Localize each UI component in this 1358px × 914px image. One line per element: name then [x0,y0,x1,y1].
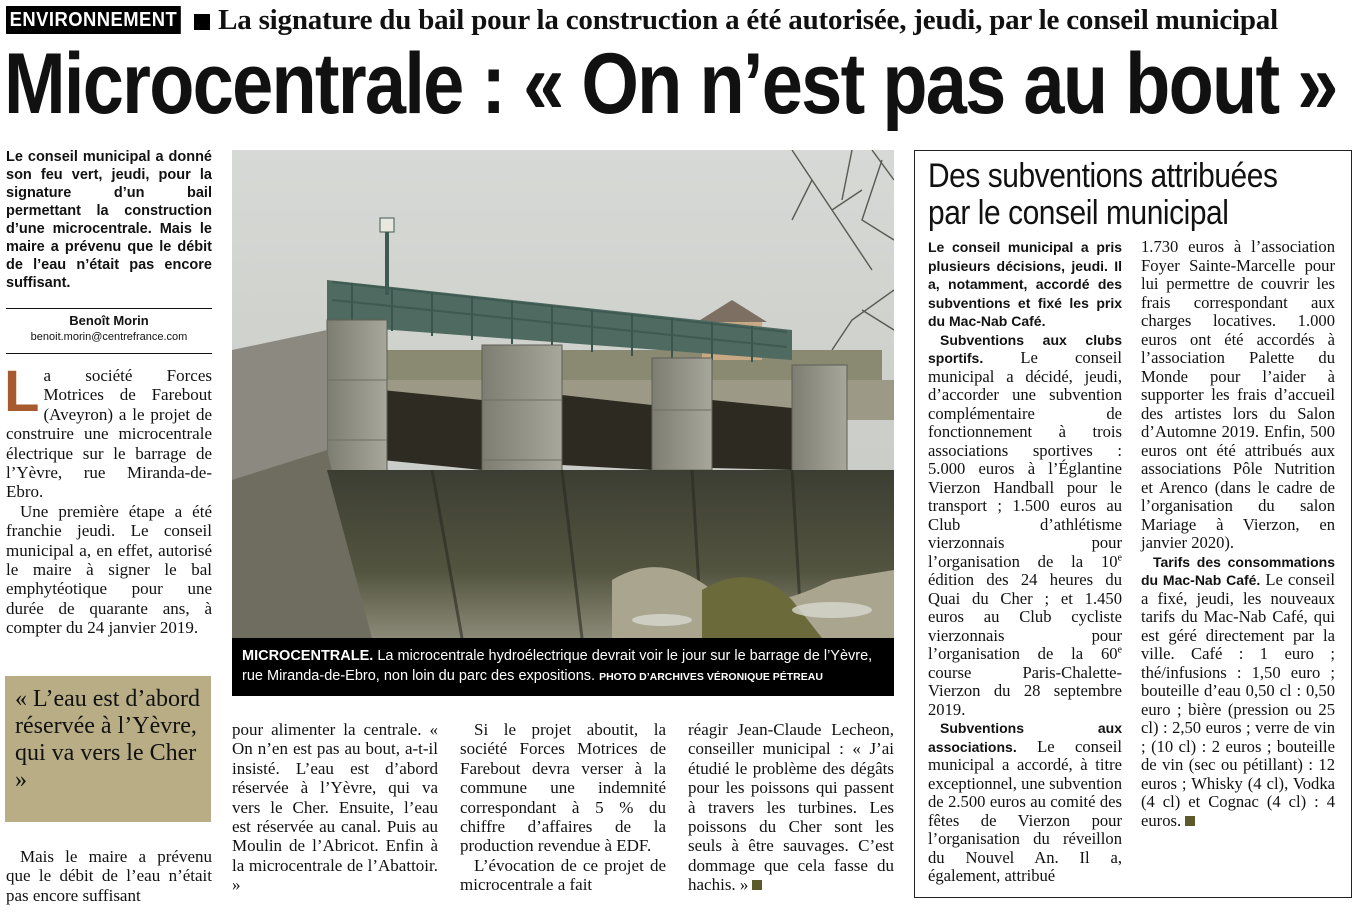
article-column-2 [232,720,438,895]
sidebar-title: Des subventions attribuées par le conseil municipal [928,157,1278,232]
article-paragraph: Mais le maire a prévenu que le débit de l’eau n’était pas encore suffisant [6,847,212,905]
caption-label: MICROCENTRALE. [242,648,374,664]
sidebar-column-1 [928,238,1122,886]
square-bullet-icon [194,14,210,30]
article-paragraph: Une première étape a été franchie jeudi. Le conseil municipal a, en effet, autorisé le maire à signer le bal emphytéotique pour une durée de quarante ans, à compter du 24 janvier 2019. [6,501,212,638]
author-name: Benoît Morin [69,313,149,328]
article-paragraph: réagir Jean-Claude Lecheon, conseiller municipal : « J’ai étudié le problème des dégâts pour les poissons qui passent à travers les turbines. Les poissons du Cher sont les seuls à être sauvages. C’est dommage que cela fasse du hachis. » [688,720,894,895]
end-mark-icon [752,880,762,890]
section-rubric: ENVIRONNEMENT [6,6,181,34]
sidebar-paragraph: Tarifs des consommations du Mac-Nab Café. Le conseil a fixé, jeudi, les nouveaux tarifs du Mac-Nab Café, qui est géré directement par la ville. Café : 1 euro ; thé/infusions : 1,50 euro ; bouteille d’eau 0,50 cl : 0,50 euro ; bière (pression ou 25 cl) : 2,50 euros ; verre de vin ; (10 cl) : 2 euros ; bouteille de vin (sec ou pétillant) : 12 euros ; Whisky (4 cl), Vodka (4 cl) et Cognac (4 cl) : 4 euros. [1141,553,1335,830]
photo-credit: PHOTO D’ARCHIVES VÉRONIQUE PÉTREAU [599,671,823,683]
sidebar-paragraph: 1.730 euros à l’association Foyer Sainte-Marcelle pour lui permettre de couvrir les frais correspondant aux charges locatives. 1.000 euros ont été accordés à l’association Palette du Monde pour l’aider à supporter les frais d’accueil des artistes lors du Salon d’Automne 2019. Enfin, 500 euros ont été attribués aux associations Pôle Nutrition et Arenco (dans le cadre de l’organisation du salon Mariage à Vierzon, en janvier 2020). [1141,237,1335,552]
sidebar-paragraph: Subventions aux associations. Le conseil municipal a accordé, à titre exceptionnel, une subvention de 2.500 euros au comité des fêtes de Vierzon pour l’organisation du réveillon du Nouvel An. Il a, également, attribué [928,720,1123,885]
drop-cap: L [4,359,40,424]
sidebar-subhead: Subventions aux associations. [928,720,1122,755]
article-column-4 [688,720,894,895]
article-column-3 [460,720,666,895]
sidebar-subhead: Subventions aux clubs sportifs. [928,331,1122,366]
kicker [6,4,1352,36]
sidebar-intro: Le conseil municipal a pris plusieurs décisions, jeudi. Il a, notamment, accordé des subventions et fixé les prix du Mac-Nab Café. [928,239,1122,329]
kicker-text: La signature du bail pour la construction a été autorisée, jeudi, par le conseil municipal [218,4,1278,36]
article-paragraph: pour alimenter la centrale. « On n’en est pas au bout, a-t-il insisté. L’eau est d’abord réservée à l’Yèvre, qui va vers le Cher. Ensuite, l’eau est réservée au canal. Puis au Moulin de l’Abricot. Enfin à la microcentrale de l’Abattoir. » [232,720,438,895]
divider [6,353,212,354]
dam-photo [232,150,894,638]
article-paragraph: L’évocation de ce projet de microcentrale a fait [460,855,666,895]
photo-caption [232,638,894,696]
divider [6,308,212,309]
sidebar-column-2 [1141,238,1335,830]
lead-paragraph: Le conseil municipal a donné son feu vert, jeudi, pour la signature d’un bail permettant la construction d’une microcentrale. Mais le maire a prévenu que le débit de l’eau n’était pas encore suffisant. [6,149,212,291]
headline: Microcentrale : « On n’est pas au bout » [4,36,1337,132]
pull-quote: « L’eau est d’abord réservée à l’Yèvre, qui va vers le Cher » [15,686,201,793]
end-mark-icon [1185,816,1195,826]
article-paragraph: Si le projet aboutit, la société Forces Motrices de Farebout devra verser à la commune une indemnité correspondant à 5 % du chiffre d’affaires de la production revendue à EDF. [460,720,666,856]
sidebar-paragraph: Subventions aux clubs sportifs. Le conseil municipal a décidé, jeudi, d’accorder une subvention complémentaire de fonctionnement à trois associations sportives : 5.000 euros à l’Églantine Vierzon Handball pour le transport ; 1.500 euros au Club d’athlétisme vierzonnais pour l’organisation de la 10e édition des 24 heures du Quai du Cher ; et 1.450 euros au Club cycliste vierzonnais pour l’organisation de la 60e course Paris-Chalette-Vierzon du 28 septembre 2019. [928,331,1122,719]
article-column-1 [4,359,212,638]
article-column-1-continued [6,847,212,905]
caption-text: La microcentrale hydroélectrique devrait voir le jour sur le barrage de l’Yèvre, rue Miranda-de-Ebro, non loin du parc des expositions. [242,648,873,684]
byline [6,313,212,345]
pull-quote-box [5,676,211,822]
article-paragraph: La société Forces Motrices de Farebout (Aveyron) a le projet de construire une microcentrale électrique sur le barrage de l’Yèvre, rue Miranda-de-Ebro. [4,359,212,502]
author-email[interactable]: benoit.morin@centrefrance.com [30,331,188,343]
sidebar-subhead: Tarifs des consommations du Mac-Nab Café. [1141,553,1335,588]
